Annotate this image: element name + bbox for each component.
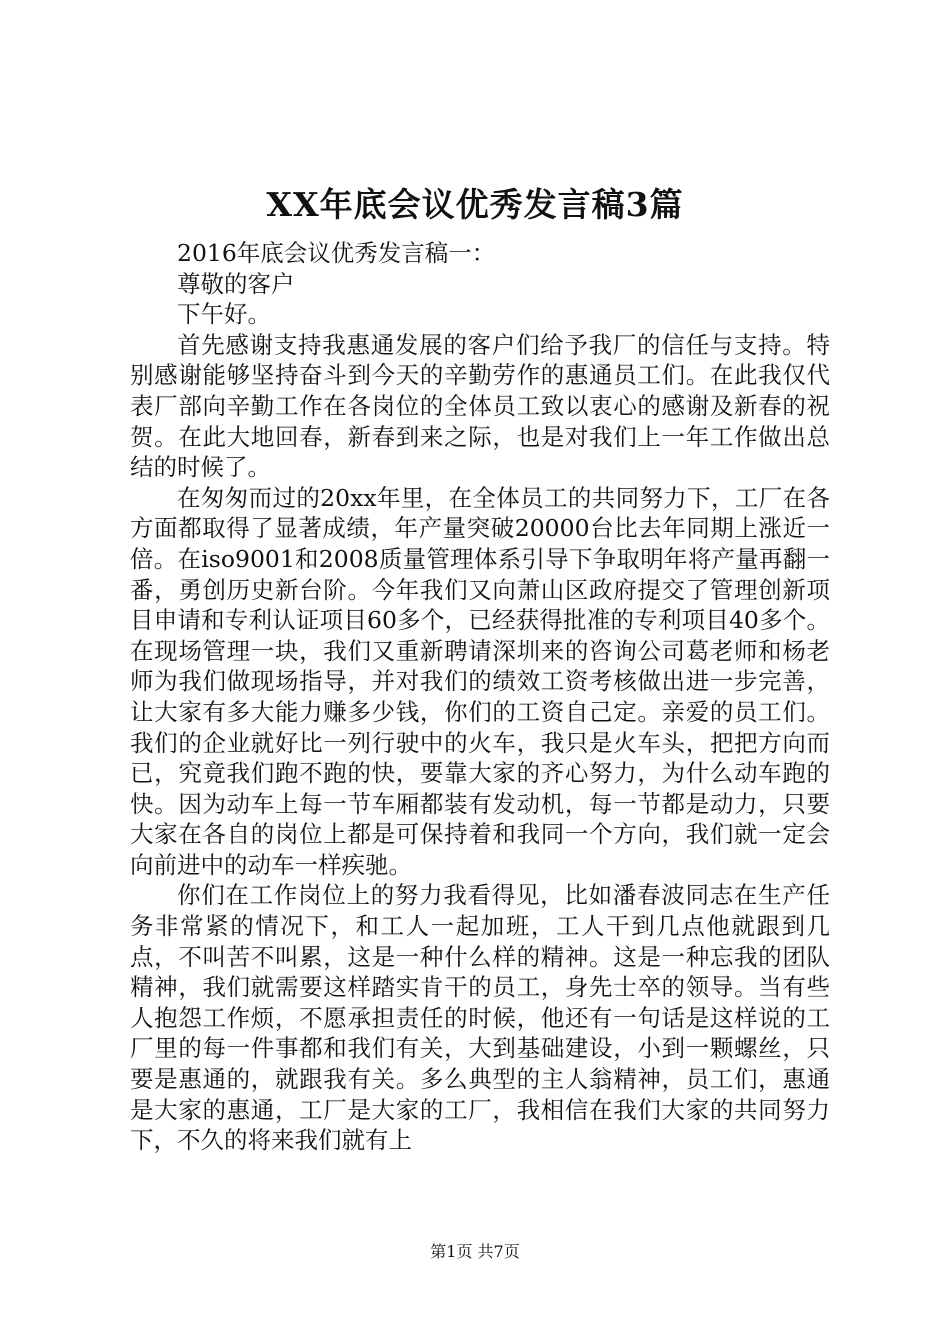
paragraph-greeting: 下午好。 (177, 300, 271, 329)
document-title: XX年底会议优秀发言稿3篇 (266, 185, 684, 224)
paragraph-achievements: 在匆匆而过的20xx年里，在全体员工的共同努力下，工厂在各方面都取得了显著成绩，年产量突破20000台比去年同期上涨近一倍。在iso9001和2008质量管理体系引导下争取明年将产量再翻一番，勇创历史新台阶。今年我们又向萧山区政府提交了管理创新项目申请和专利认证项目60多个，已经获得批准的专利项目40多个。在现场管理一块，我们又重新聘请深圳来的咨询公司葛老师和杨老师为我们做现场指导，并对我们的绩效工资考核做出进一步完善，让大家有多大能力赚多少钱，你们的工资自己定。亲爱的员工们。我们的企业就好比一列行驶中的火车，我只是火车头，把把方向而已，究竟我们跑不跑的快，要靠大家的齐心努力，为什么动车跑的快。因为动车上每一节车厢都装有发动机，每一节都是动力，只要大家在各自的岗位上都是可保持着和我同一个方向，我们就一定会向前进中的动车一样疾驰。 (130, 483, 830, 879)
document-body (130, 238, 830, 1156)
page-footer: 第1页 共7页 (430, 1242, 520, 1261)
paragraph-thanks: 首先感谢支持我惠通发展的客户们给予我厂的信任与支持。特别感谢能够坚持奋斗到今天的辛勤劳作的惠通员工们。在此我仅代表厂部向辛勤工作在各岗位的全体员工致以衷心的感谢及新春的祝贺。在此大地回春，新春到来之际，也是对我们上一年工作做出总结的时候了。 (130, 330, 830, 482)
paragraph-heading: 2016年底会议优秀发言稿一： (177, 239, 496, 267)
paragraph-salutation: 尊敬的客户 (177, 269, 295, 298)
paragraph-praise: 你们在工作岗位上的努力我看得见，比如潘春波同志在生产任务非常紧的情况下，和工人一起加班，工人干到几点他就跟到几点，不叫苦不叫累，这是一种什么样的精神。这是一种忘我的团队精神，我们就需要这样踏实肯干的员工，身先士卒的领导。当有些人抱怨工作烦，不愿承担责任的时候，他还有一句话是这样说的工厂里的每一件事都和我们有关，大到基础建设，小到一颗螺丝，只要是惠通的，就跟我有关。多么典型的主人翁精神，员工们，惠通是大家的惠通，工厂是大家的工厂，我相信在我们大家的共同努力下，不久的将来我们就有上 (130, 881, 830, 1155)
